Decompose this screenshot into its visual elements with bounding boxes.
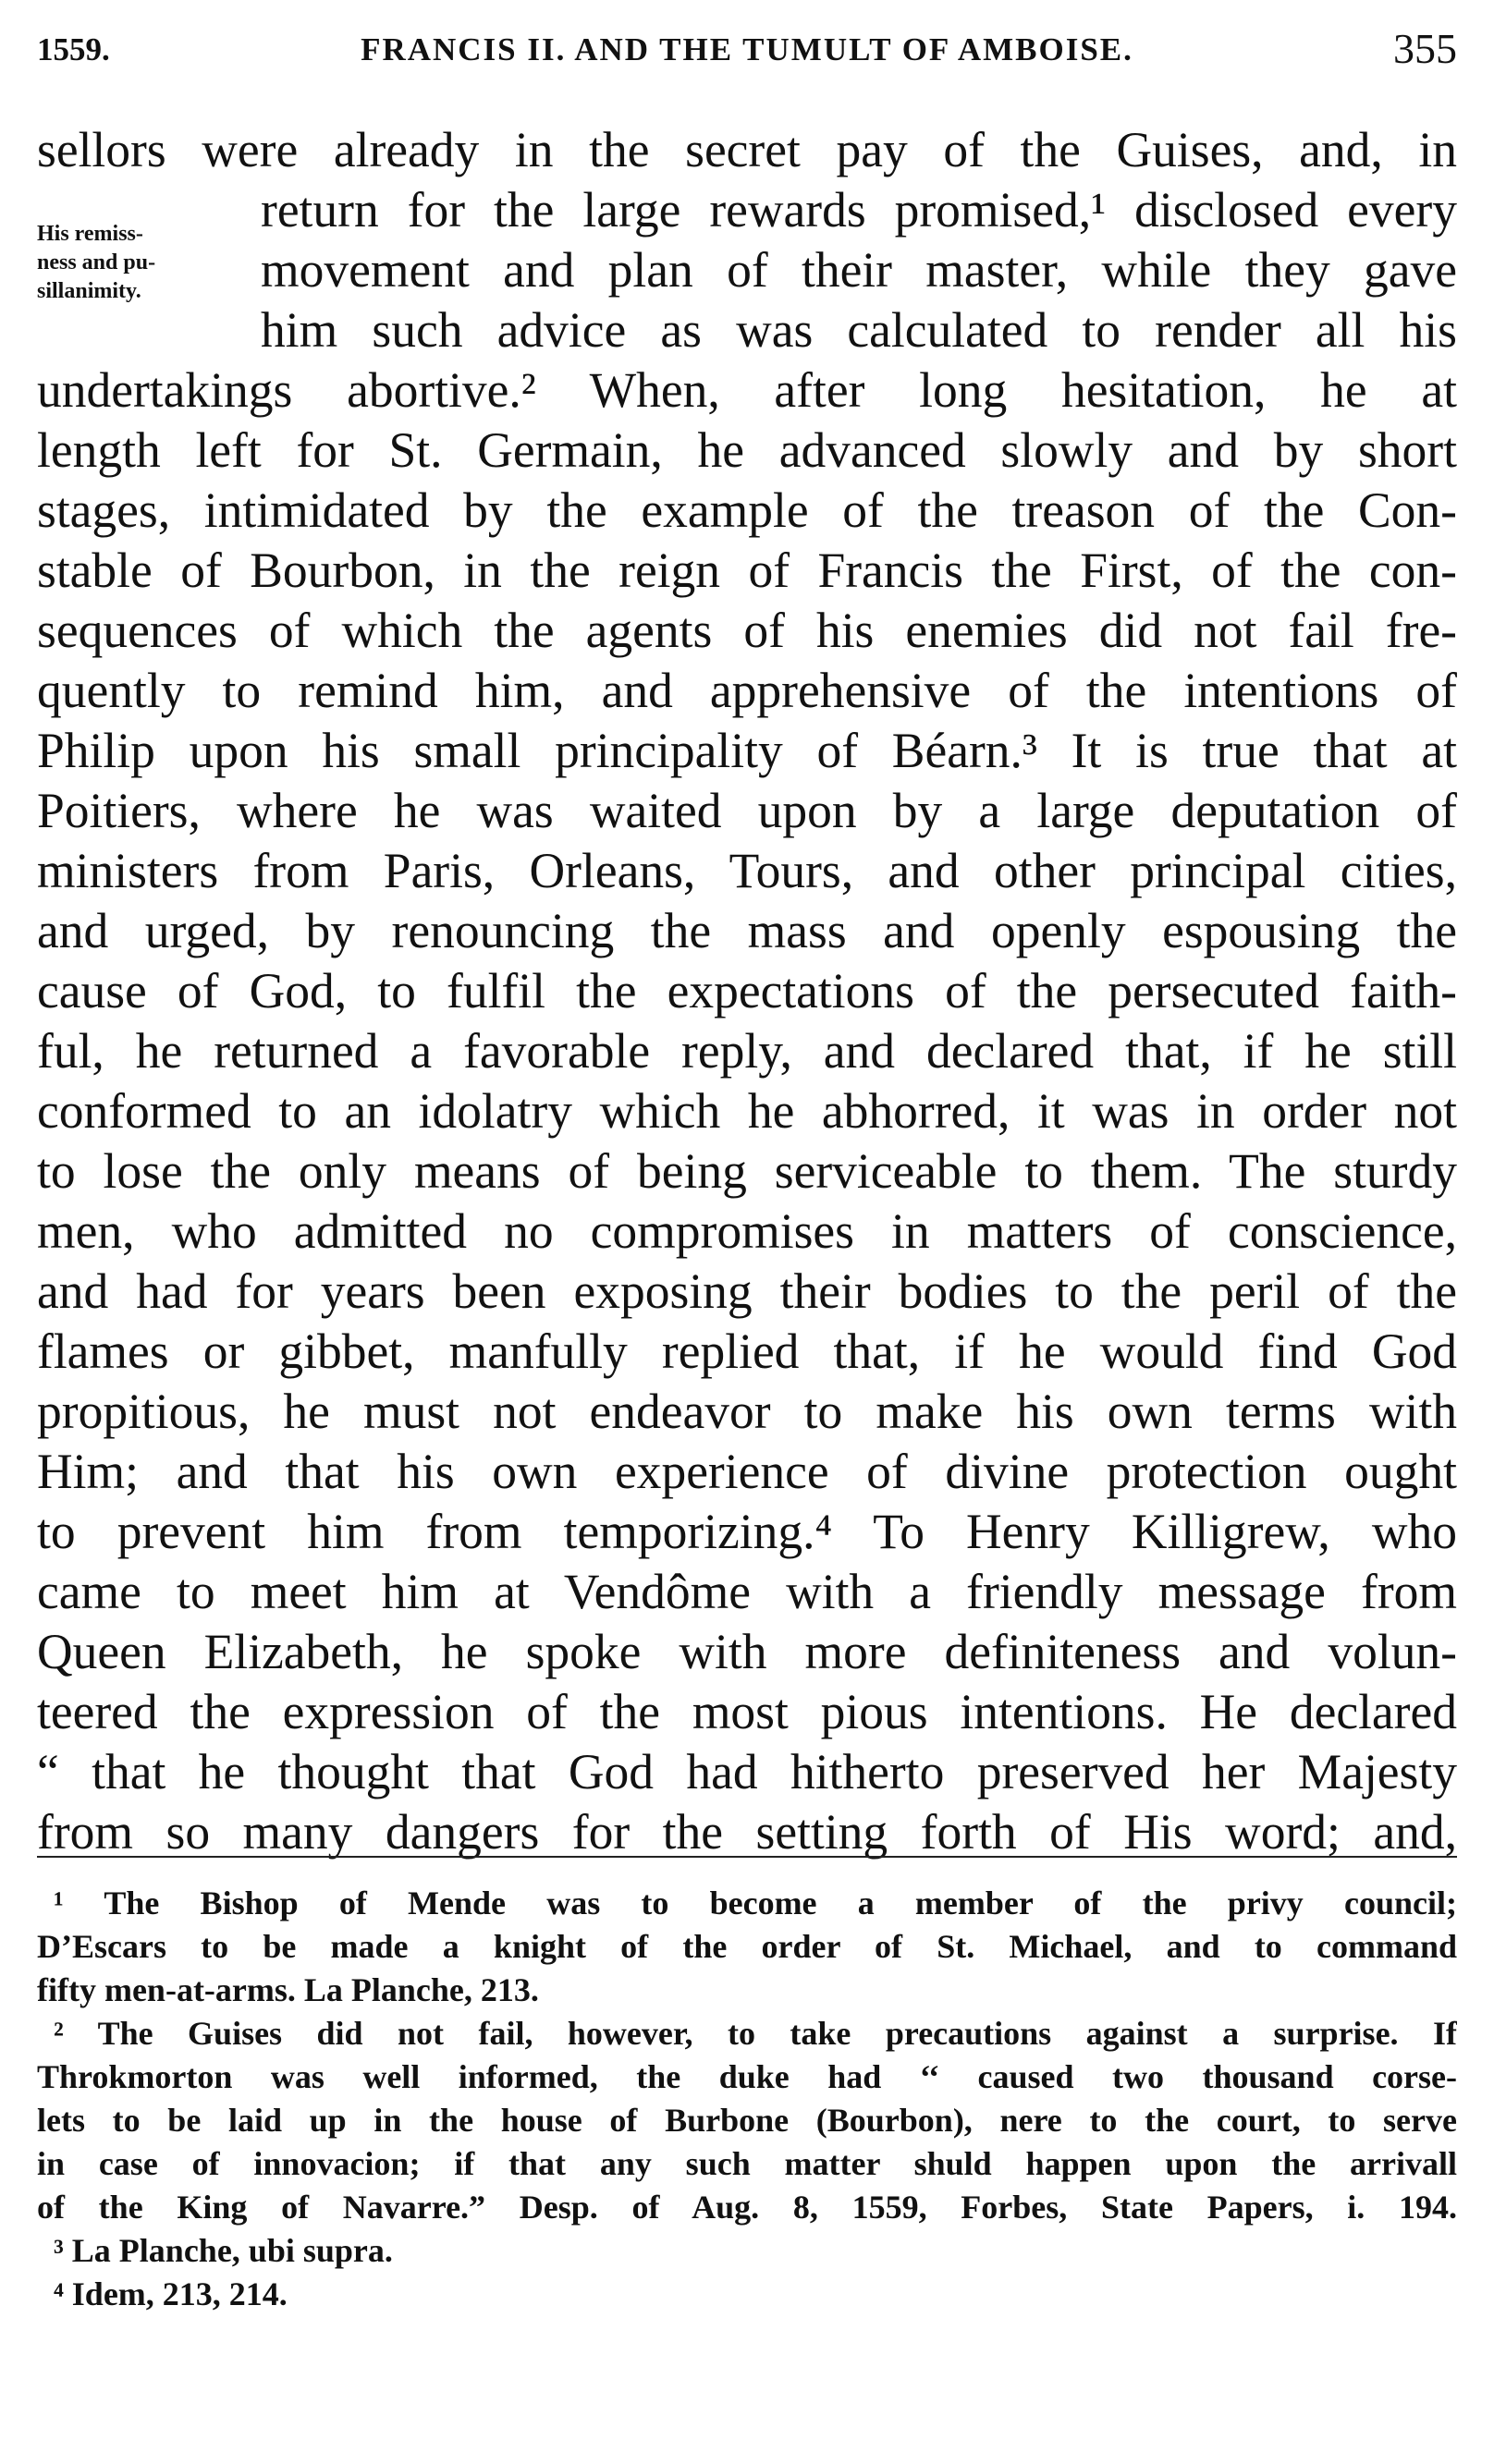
text-line: ful, he returned a favorable reply, and declared that, if he still bbox=[37, 1023, 1457, 1079]
footnote-divider bbox=[37, 1856, 1457, 1858]
footnote-line: fifty men-at-arms. La Planche, 213. bbox=[37, 1971, 539, 2008]
text-line: return for the large rewards promised,¹ disclosed every bbox=[261, 182, 1457, 238]
text-line: came to meet him at Vendôme with a friendly message from bbox=[37, 1564, 1457, 1619]
text-line: men, who admitted no compromises in matters of conscience, bbox=[37, 1203, 1457, 1259]
page-number: 355 bbox=[1393, 25, 1457, 72]
text-line: him such advice as was calculated to render all his bbox=[261, 302, 1457, 358]
text-line: conformed to an idolatry which he abhorred, it was in order not bbox=[37, 1083, 1457, 1139]
text-line: from so many dangers for the setting forth of His word; and, bbox=[37, 1804, 1457, 1860]
text-line: ministers from Paris, Orleans, Tours, and other principal cities, bbox=[37, 843, 1457, 898]
text-line: cause of God, to fulfil the expectations of the persecuted faith- bbox=[37, 963, 1457, 1019]
footnote-line: of the King of Navarre.” Desp. of Aug. 8, 1559, Forbes, State Papers, i. 194. bbox=[37, 2189, 1457, 2226]
text-line: propitious, he must not endeavor to make his own terms with bbox=[37, 1384, 1457, 1439]
text-line: undertakings abortive.² When, after long hesitation, he at bbox=[37, 362, 1457, 418]
main-text bbox=[37, 120, 1457, 1862]
footnotes bbox=[37, 1882, 1457, 2316]
footnote-line: ³ La Planche, ubi supra. bbox=[54, 2232, 393, 2269]
running-header bbox=[37, 24, 1457, 79]
text-line: Him; and that his own experience of divine protection ought bbox=[37, 1444, 1457, 1499]
footnote-line: ¹ The Bishop of Mende was to become a member of the privy council; bbox=[54, 1885, 1457, 1921]
text-line: to prevent him from temporizing.⁴ To Henry Killigrew, who bbox=[37, 1504, 1457, 1559]
margin-note-line: ness and pu- bbox=[37, 250, 156, 274]
text-line: movement and plan of their master, while they gave bbox=[261, 242, 1457, 298]
text-line: sequences of which the agents of his enemies did not fail fre- bbox=[37, 603, 1457, 658]
header-title: FRANCIS II. AND THE TUMULT OF AMBOISE. bbox=[361, 31, 1133, 67]
footnote-line: ² The Guises did not fail, however, to take precautions against a surprise. If bbox=[54, 2015, 1457, 2052]
header-year: 1559. bbox=[37, 31, 110, 67]
text-line: and urged, by renouncing the mass and openly espousing the bbox=[37, 903, 1457, 958]
footnote-line: in case of innovacion; if that any such matter shuld happen upon the arrivall bbox=[37, 2145, 1457, 2182]
footnote-line: lets to be laid up in the house of Burbone (Bourbon), nere to the court, to serve bbox=[37, 2102, 1457, 2139]
margin-note-line: sillanimity. bbox=[37, 279, 141, 303]
text-line: flames or gibbet, manfully replied that, if he would find God bbox=[37, 1323, 1457, 1379]
text-line: stable of Bourbon, in the reign of Francis the First, of the con- bbox=[37, 543, 1457, 598]
footnote-line: Throkmorton was well informed, the duke had ‘‘ caused two thousand corse- bbox=[37, 2058, 1457, 2095]
footnote-line: ⁴ Idem, 213, 214. bbox=[54, 2275, 288, 2312]
text-line: length left for St. Germain, he advanced slowly and by short bbox=[37, 422, 1457, 478]
text-line: and had for years been exposing their bodies to the peril of the bbox=[37, 1263, 1457, 1319]
text-line: quently to remind him, and apprehensive of the intentions of bbox=[37, 663, 1457, 718]
text-line: Philip upon his small principality of Béarn.³ It is true that at bbox=[37, 723, 1457, 778]
text-line: to lose the only means of being serviceable to them. The sturdy bbox=[37, 1143, 1457, 1199]
text-line: sellors were already in the secret pay of the Guises, and, in bbox=[37, 122, 1457, 177]
text-line: stages, intimidated by the example of the treason of the Con- bbox=[37, 482, 1457, 538]
footnote-line: D’Escars to be made a knight of the order of St. Michael, and to command bbox=[37, 1928, 1457, 1965]
margin-note-line: His remiss- bbox=[37, 222, 143, 246]
text-line: teered the expression of the most pious intentions. He declared bbox=[37, 1684, 1457, 1739]
text-line: Poitiers, where he was waited upon by a large deputation of bbox=[37, 783, 1457, 838]
text-line: Queen Elizabeth, he spoke with more definiteness and volun- bbox=[37, 1624, 1457, 1679]
text-line: “ that he thought that God had hitherto preserved her Majesty bbox=[37, 1744, 1457, 1799]
